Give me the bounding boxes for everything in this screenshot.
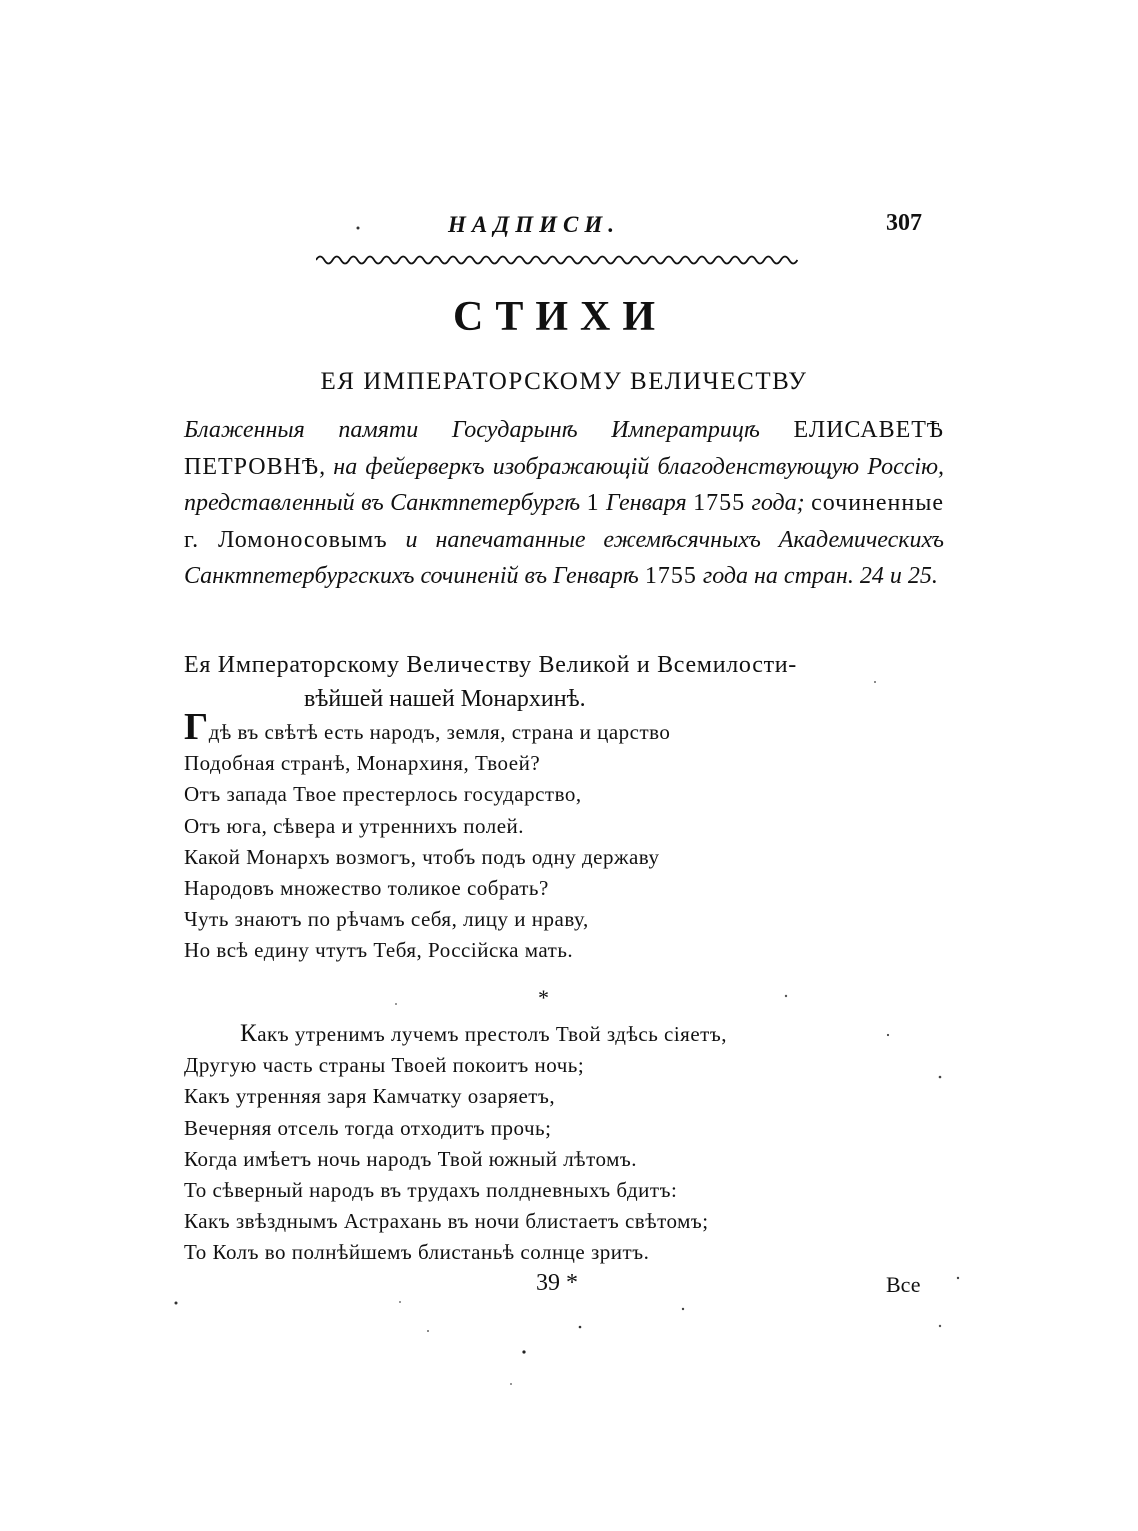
subtitle-part: , на фейерверкъ изображающій благоденствующую Россію, представленный въ Санктпетербургѣ — [184, 453, 944, 516]
verse-line: Какъ звѣзднымъ Астрахань въ ночи блистаетъ свѣтомъ; — [184, 1209, 709, 1234]
poem-stanza-1 — [184, 706, 671, 967]
verse-line: Чуть знаютъ по рѣчамъ себя, лицу и нраву, — [184, 907, 589, 932]
subtitle-day: 1 — [586, 490, 600, 516]
verse-line — [184, 1018, 727, 1050]
subtitle-description — [184, 412, 944, 595]
page-number: 307 — [886, 210, 922, 236]
stanza-separator: * — [538, 985, 549, 1010]
printer-signature-mark: 39 * — [536, 1270, 578, 1296]
subtitle-part: года на стран. 24 и 25. — [696, 563, 938, 589]
drop-cap: Г — [184, 706, 209, 748]
address-line: вѣйшей нашей Монархинѣ. — [304, 686, 586, 712]
wavy-rule-ornament — [316, 250, 798, 266]
verse-line — [184, 706, 671, 748]
verse-line: То Колъ во полнѣйшемъ блистаньѣ солнце зритъ. — [184, 1240, 650, 1265]
verse-line: Когда имѣетъ ночь народъ Твой южный лѣтомъ. — [184, 1146, 637, 1171]
verse-line: Вечерняя отсель тогда отходитъ прочь; — [184, 1115, 552, 1140]
verse-line: Отъ юга, сѣвера и утреннихъ полей. — [184, 813, 524, 838]
subtitle-part: Блаженныя памяти Государынѣ Императрицѣ — [184, 417, 794, 443]
verse-line: Подобная странѣ, Монархиня, Твоей? — [184, 751, 541, 776]
page-title: СТИХИ — [452, 294, 667, 340]
catchword: Все — [886, 1272, 921, 1297]
verse-text: дѣ въ свѣтѣ есть народъ, земля, страна и царство — [208, 720, 671, 744]
verse-line: Но всѣ едину чтутъ Тебя, Россійска мать. — [184, 938, 574, 963]
subtitle-part: Генваря — [599, 490, 694, 516]
address-heading — [184, 648, 944, 716]
initial-letter: К — [240, 1020, 258, 1047]
verse-text: акъ утренимъ лучемъ престолъ Твой здѣсь сіяетъ, — [257, 1022, 727, 1046]
subtitle-empress-name: ЕЛИСАВЕТѢ ПЕТРОВНѢ — [184, 417, 944, 480]
verse-line: Какъ утренняя заря Камчатку озаряетъ, — [184, 1084, 556, 1109]
address-line: Ея Императорскому Величеству Великой и Всемилости- — [184, 652, 797, 678]
verse-line: Народовъ множество толикое собрать? — [184, 876, 549, 901]
verse-line: Другую часть страны Твоей покоитъ ночь; — [184, 1053, 585, 1078]
verse-line: Какой Монархъ возмогъ, чтобъ подъ одну державу — [184, 844, 660, 869]
dedication-heading: ЕЯ ИМПЕРАТОРСКОМУ ВЕЛИЧЕСТВУ — [320, 368, 808, 395]
running-head: НАДПИСИ. — [448, 212, 621, 237]
poem-stanza-2 — [184, 1018, 727, 1269]
subtitle-year: 1755 — [693, 490, 746, 516]
subtitle-year: 1755 — [644, 563, 697, 589]
subtitle-author: сочиненные г. Ломоносовымъ — [184, 490, 944, 553]
verse-line: То сѣверный народъ въ трудахъ полдневныхъ бдитъ: — [184, 1178, 678, 1203]
verse-line: Отъ запада Твое престерлось государство, — [184, 782, 582, 807]
subtitle-part: года; — [745, 490, 812, 516]
subtitle-part: и напечатанные ежемѣсячныхъ Академическихъ Санктпетербургскихъ сочиненій въ Генварѣ — [184, 526, 944, 589]
